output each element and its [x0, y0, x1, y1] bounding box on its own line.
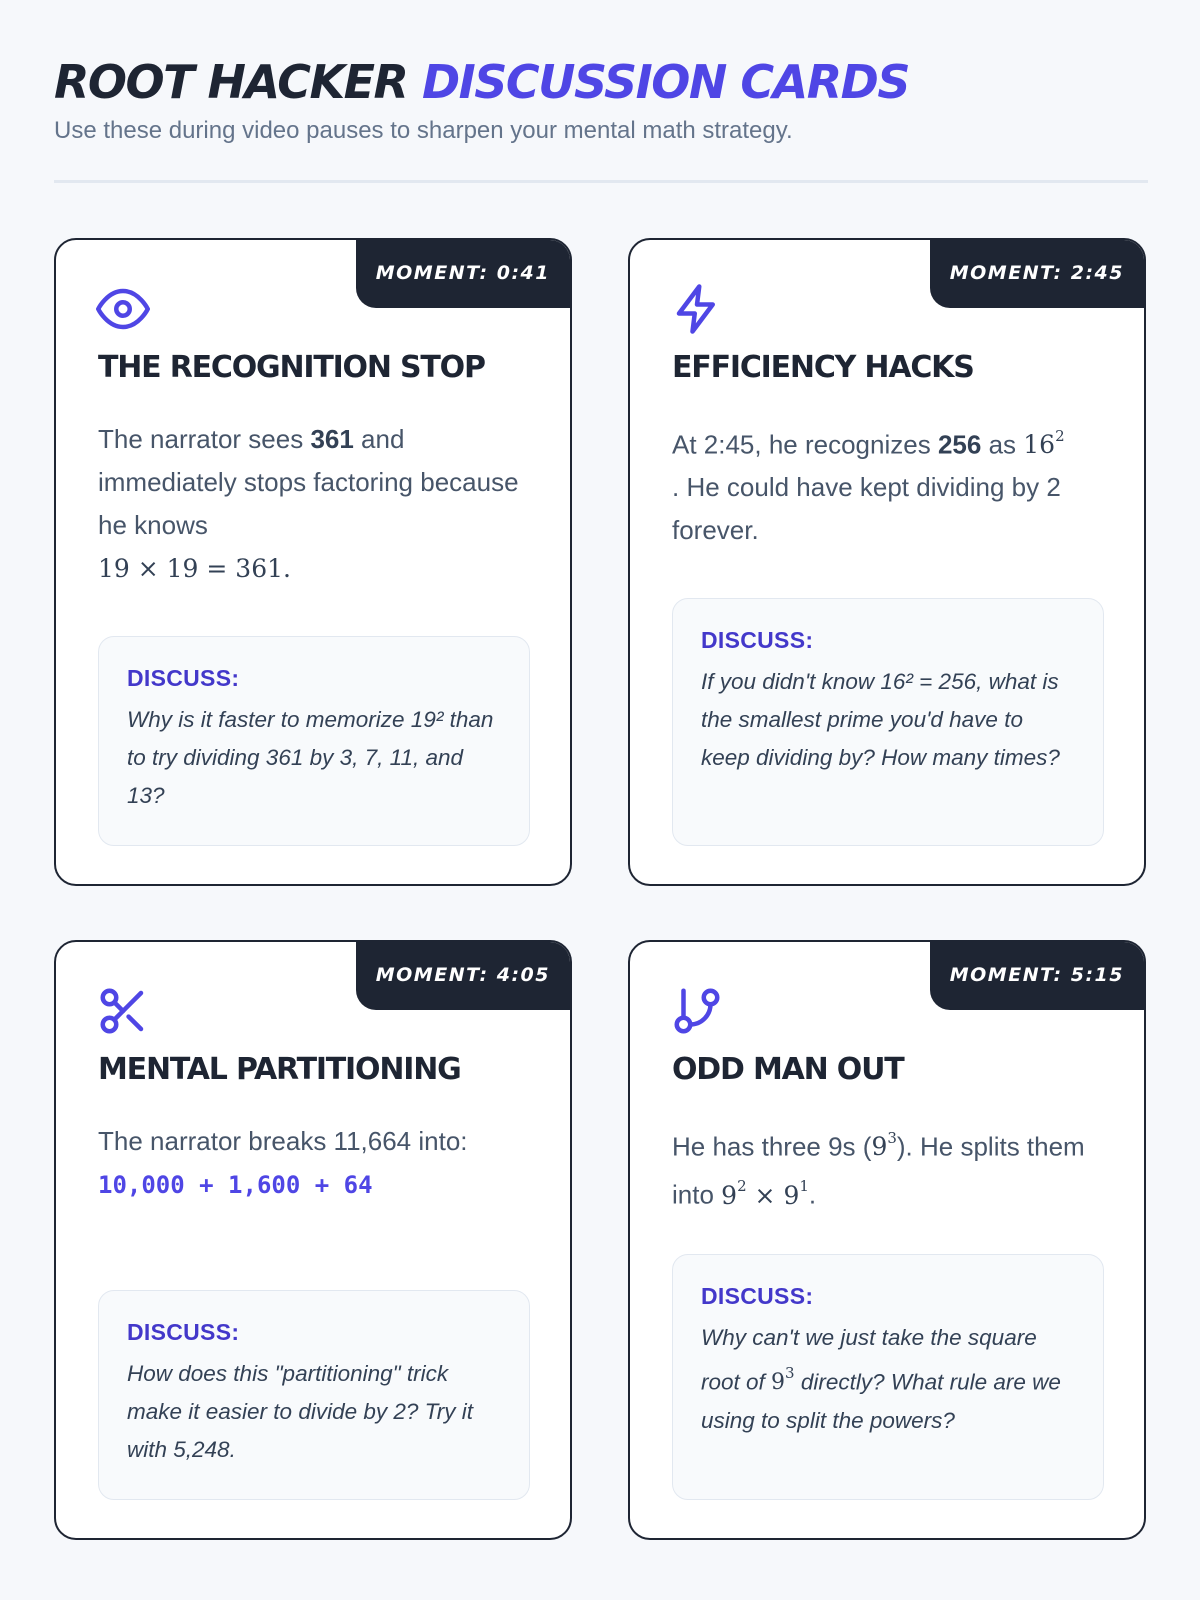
math-exponent: 1	[799, 1177, 809, 1196]
card-body	[98, 418, 538, 590]
scissors-icon	[96, 984, 150, 1038]
page-title	[54, 52, 1148, 112]
discuss-text-part: Why can't we just take the square root of	[701, 1325, 1037, 1395]
body-text: The narrator sees	[98, 424, 311, 454]
discuss-text-part: directly? What rule are we using to split the powers?	[701, 1369, 1061, 1434]
card-title: THE RECOGNITION STOP	[98, 350, 485, 385]
discuss-panel	[672, 598, 1104, 846]
body-text: . He could have kept dividing by 2 forever.	[672, 472, 1061, 546]
math-base: 9	[771, 1370, 786, 1396]
discuss-label: DISCUSS:	[127, 1319, 240, 1345]
math-exponent: 2	[1055, 427, 1065, 445]
card-title: MENTAL PARTITIONING	[98, 1052, 461, 1087]
git-branch-icon	[670, 984, 724, 1038]
body-text: At 2:45, he recognizes	[672, 429, 938, 460]
discuss-text	[701, 1319, 1075, 1440]
body-text: The narrator breaks 11,664 into:	[98, 1126, 468, 1156]
discuss-text: If you didn't know 16² = 256, what is the smallest prime you'd have to keep dividing by? How many times?	[701, 669, 1060, 770]
discuss-math	[771, 1364, 795, 1396]
card-title: ODD MAN OUT	[672, 1052, 904, 1087]
body-math	[871, 1129, 897, 1162]
card-body	[672, 418, 1112, 552]
lightning-bolt-icon	[670, 282, 724, 336]
discuss-text: Why is it faster to memorize 19² than to try dividing 361 by 3, 7, 11, and 13?	[127, 707, 494, 808]
math-exponent: 3	[887, 1129, 897, 1147]
moment-badge: MOMENT: 0:41	[356, 238, 572, 308]
page-subtitle: Use these during video pauses to sharpen your mental math strategy.	[54, 117, 793, 144]
discussion-card-efficiency-hacks	[628, 238, 1146, 886]
discussion-card-recognition-stop	[54, 238, 572, 886]
math-base: 9	[783, 1180, 800, 1210]
math-exponent: 2	[737, 1177, 747, 1196]
discussion-card-mental-partitioning	[54, 940, 572, 1540]
math-base: 9	[721, 1180, 738, 1210]
body-text: and immediately stops factoring because he knows	[98, 424, 519, 540]
moment-badge: MOMENT: 2:45	[930, 238, 1146, 308]
body-math	[1023, 427, 1065, 460]
discuss-label: DISCUSS:	[701, 1283, 814, 1309]
moment-badge: MOMENT: 4:05	[356, 940, 572, 1010]
body-bold-value: 256	[937, 429, 982, 460]
math-base: 9	[871, 1132, 888, 1162]
moment-badge: MOMENT: 5:15	[930, 940, 1146, 1010]
body-text: as	[981, 429, 1024, 460]
card-title: EFFICIENCY HACKS	[672, 350, 974, 385]
body-math	[721, 1177, 809, 1210]
title-accent: DISCUSSION CARDS	[421, 55, 909, 109]
body-text: ). He splits them into	[672, 1131, 1085, 1210]
body-equation: 10,000 + 1,600 + 64	[98, 1171, 373, 1199]
discuss-label: DISCUSS:	[127, 665, 240, 691]
discuss-panel	[672, 1254, 1104, 1500]
title-main: ROOT HACKER	[54, 55, 408, 109]
body-math: 19 × 19 = 361.	[98, 554, 291, 583]
discuss-label: DISCUSS:	[701, 627, 814, 653]
discuss-text: How does this "partitioning" trick make it easier to divide by 2? Try it with 5,248.	[127, 1361, 473, 1462]
card-body	[98, 1120, 538, 1207]
card-body	[672, 1120, 1112, 1217]
discuss-panel	[98, 1290, 530, 1500]
body-bold-value: 361	[310, 424, 354, 454]
body-text: He has three 9s (	[672, 1131, 872, 1162]
page-header	[54, 52, 1148, 146]
header-divider	[54, 180, 1148, 183]
body-text: .	[808, 1179, 817, 1210]
math-exponent: 3	[785, 1364, 795, 1382]
discussion-card-odd-man-out	[628, 940, 1146, 1540]
discuss-panel	[98, 636, 530, 846]
eye-icon	[96, 282, 150, 336]
math-times: ×	[746, 1180, 784, 1210]
math-base: 16	[1023, 430, 1056, 460]
